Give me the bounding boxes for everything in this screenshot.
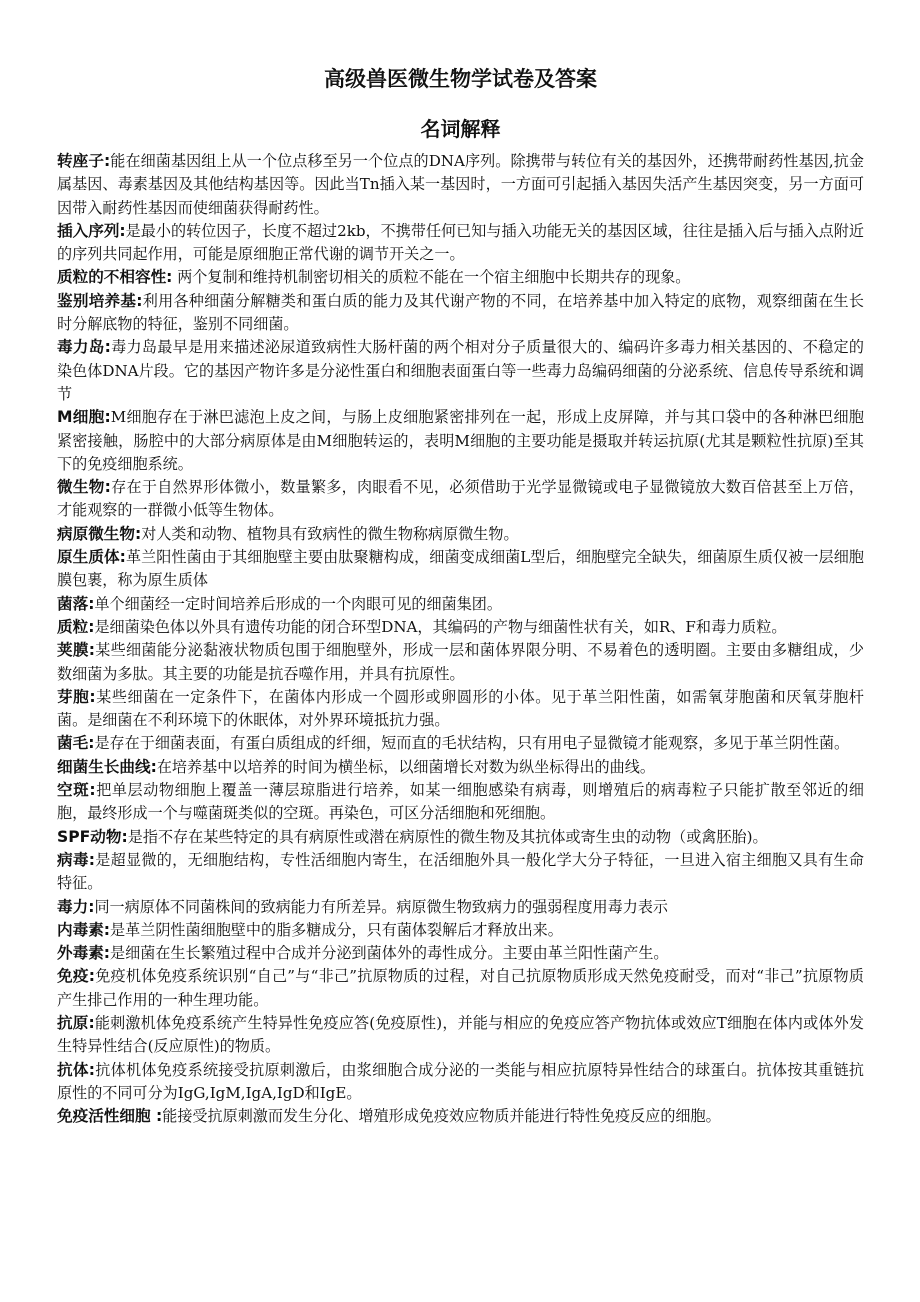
glossary-entry [57, 686, 864, 733]
glossary-term: 原生质体: [57, 548, 126, 567]
glossary-term: 菌毛: [57, 734, 95, 753]
glossary-entry [57, 849, 864, 896]
glossary-definition: 革兰阳性菌由于其细胞壁主要由肽聚糖构成，细菌变成细菌L型后，细胞壁完全缺失，细菌原生质仅被一层细胞膜包裹，称为原生质体 [57, 548, 864, 590]
glossary-definition: 是细菌染色体以外具有遗传功能的闭合环型DNA，其编码的产物与细菌性状有关，如R、F和毒力质粒。 [94, 617, 787, 636]
glossary-definition: 是革兰阴性菌细胞壁中的脂多糖成分，只有菌体裂解后才释放出来。 [110, 920, 563, 939]
glossary-definition: 存在于自然界形体微小，数量繁多，肉眼看不见，必须借助于光学显微镜或电子显微镜放大数百倍甚至上万倍，才能观察的一群微小低等生物体。 [57, 478, 864, 520]
glossary-entry [57, 779, 864, 826]
glossary-entry [57, 756, 864, 779]
glossary-entry [57, 523, 864, 546]
glossary-term: 空斑: [57, 781, 96, 800]
glossary-entry [57, 826, 864, 849]
glossary-definition: 对人类和动物、植物具有致病性的微生物称病原微生物。 [141, 524, 519, 543]
glossary-term: 病原微生物: [57, 524, 142, 543]
glossary-entry [57, 290, 864, 337]
glossary-term: 外毒素: [57, 944, 111, 963]
section-heading: 名词解释 [420, 117, 501, 141]
glossary-entry [57, 965, 864, 1012]
glossary-entry [57, 942, 864, 965]
glossary-entry [57, 336, 864, 406]
glossary-definition: 是指不存在某些特定的具有病原性或潜在病原性的微生物及其抗体或寄生虫的动物（或禽胚胎)。 [127, 827, 768, 846]
glossary-term: 毒力岛: [57, 338, 111, 357]
glossary-entry [57, 150, 864, 220]
glossary-list [57, 150, 864, 1128]
glossary-term: 内毒素: [57, 920, 111, 939]
glossary-term: SPF动物: [57, 827, 128, 846]
glossary-term: 微生物: [57, 478, 111, 497]
glossary-term: 鉴别培养基: [57, 291, 143, 310]
glossary-term: 免疫: [57, 967, 95, 986]
glossary-definition: 是细菌在生长繁殖过程中合成并分泌到菌体外的毒性成分。主要由革兰阳性菌产生。 [110, 944, 669, 963]
glossary-term: 质粒的不相容性: [57, 268, 173, 287]
document-title: 高级兽医微生物学试卷及答案 [324, 67, 597, 91]
glossary-definition: 是存在于细菌表面，有蛋白质组成的纤细，短而直的毛状结构，只有用电子显微镜才能观察，多见于革兰阴性菌。 [94, 734, 850, 753]
glossary-term: 免疫活性细胞 : [57, 1107, 163, 1126]
glossary-entry [57, 896, 864, 919]
glossary-definition: 在培养基中以培养的时间为横坐标，以细菌增长对数为纵坐标得出的曲线。 [156, 757, 655, 776]
glossary-term: 芽胞: [57, 687, 96, 706]
glossary-term: 菌落: [57, 594, 95, 613]
glossary-definition: 毒力岛最早是用来描述泌尿道致病性大肠杆菌的两个相对分子质量很大的、编码许多毒力相关基因的、不稳定的染色体DNA片段。它的基因产物许多是分泌性蛋白和细胞表面蛋白等一些毒力岛编码细菌的分泌系统、信息传导系统和调节 [57, 338, 864, 403]
glossary-entry [57, 1059, 864, 1106]
glossary-definition: 把单层动物细胞上覆盖一薄层琼脂进行培养，如某一细胞感染有病毒，则增殖后的病毒粒子只能扩散至邻近的细胞，最终形成一个与噬菌斑类似的空斑。再染色，可区分活细胞和死细胞。 [57, 781, 864, 823]
glossary-definition: 能刺激机体免疫系统产生特异性免疫应答(免疫原性)，并能与相应的免疫应答产物抗体或效应T细胞在体内或体外发生特异性结合(反应原性)的物质。 [57, 1013, 864, 1056]
glossary-term: 抗体: [57, 1060, 95, 1079]
glossary-entry [57, 732, 864, 755]
glossary-entry [57, 616, 864, 639]
glossary-definition: 两个复制和维持机制密切相关的质粒不能在一个宿主细胞中长期共存的现象。 [172, 268, 691, 287]
glossary-entry [57, 476, 864, 523]
glossary-term: 质粒: [57, 617, 95, 636]
glossary-term: 荚膜: [57, 641, 95, 660]
glossary-definition: 免疫机体免疫系统识别“自己”与“非己”抗原物质的过程，对自己抗原物质形成天然免疫耐受，而对“非己”抗原物质产生排己作用的一种生理功能。 [57, 967, 864, 1009]
glossary-term: 转座子: [57, 152, 111, 170]
glossary-entry [57, 593, 864, 616]
glossary-entry [57, 406, 864, 476]
glossary-term: 插入序列: [57, 221, 126, 240]
glossary-definition: 单个细菌经一定时间培养后形成的一个肉眼可见的细菌集团。 [94, 594, 502, 613]
glossary-definition: 是超显微的，无细胞结构，专性活细胞内寄生，在活细胞外具一般化学大分子特征，一旦进入宿主细胞又具有生命特征。 [57, 850, 864, 893]
glossary-definition: 同一病原体不同菌株间的致病能力有所差异。病原微生物致病力的强弱程度用毒力表示 [94, 897, 669, 916]
glossary-term: 细菌生长曲线: [57, 757, 157, 776]
glossary-entry [57, 1012, 864, 1059]
glossary-term: 抗原: [57, 1013, 95, 1032]
glossary-entry [57, 220, 864, 267]
glossary-entry [57, 639, 864, 686]
glossary-definition: 是最小的转位因子，长度不超过2kb，不携带任何已知与插入功能无关的基因区域，往往是插入后与插入点附近的序列共同起作用，可能是原细胞正常代谢的调节开关之一。 [57, 221, 864, 264]
glossary-entry [57, 546, 864, 593]
glossary-entry [57, 266, 864, 289]
glossary-definition: 某些细菌能分泌黏液状物质包围于细胞壁外，形成一层和菌体界限分明、不易着色的透明圈。主要由多糖组成，少数细菌为多肽。其主要的功能是抗吞噬作用，并具有抗原性。 [57, 641, 864, 683]
glossary-definition: 能在细菌基因组上从一个位点移至另一个位点的DNA序列。除携带与转位有关的基因外，还携带耐药性基因,抗金属基因、毒素基因及其他结构基因等。因此当Tn插入某一基因时，一方面可引起插入基因失活产生基因突变，另一方面可因带入耐药性基因而使细菌获得耐药性。 [57, 152, 864, 217]
glossary-entry [57, 919, 864, 942]
glossary-term: 病毒: [57, 850, 95, 869]
glossary-definition: 利用各种细菌分解糖类和蛋白质的能力及其代谢产物的不同，在培养基中加入特定的底物，观察细菌在生长时分解底物的特征，鉴别不同细菌。 [57, 291, 864, 334]
glossary-definition: 抗体机体免疫系统接受抗原刺激后，由浆细胞合成分泌的一类能与相应抗原特异性结合的球蛋白。抗体按其重链抗原性的不同可分为IgG,IgM,IgA,IgD和IgE。 [57, 1060, 864, 1102]
glossary-definition: 某些细菌在一定条件下，在菌体内形成一个圆形或卵圆形的小体。见于革兰阳性菌，如需氧芽胞菌和厌氧芽胞杆菌。是细菌在不利环境下的休眠体，对外界环境抵抗力强。 [57, 687, 864, 730]
glossary-definition: 能接受抗原刺激而发生分化、增殖形成免疫效应物质并能进行特性免疫反应的细胞。 [162, 1107, 721, 1126]
glossary-entry [57, 1105, 864, 1128]
glossary-definition: M细胞存在于淋巴滤泡上皮之间，与肠上皮细胞紧密排列在一起，形成上皮屏障，并与其口袋中的各种淋巴细胞紧密接触，肠腔中的大部分病原体是由M细胞转运的，表明M细胞的主要功能是摄取并转运抗原(尤其是颗粒性抗原)至其下的免疫细胞系统。 [57, 408, 864, 473]
glossary-term: M细胞: [57, 408, 111, 427]
glossary-term: 毒力: [57, 897, 95, 916]
